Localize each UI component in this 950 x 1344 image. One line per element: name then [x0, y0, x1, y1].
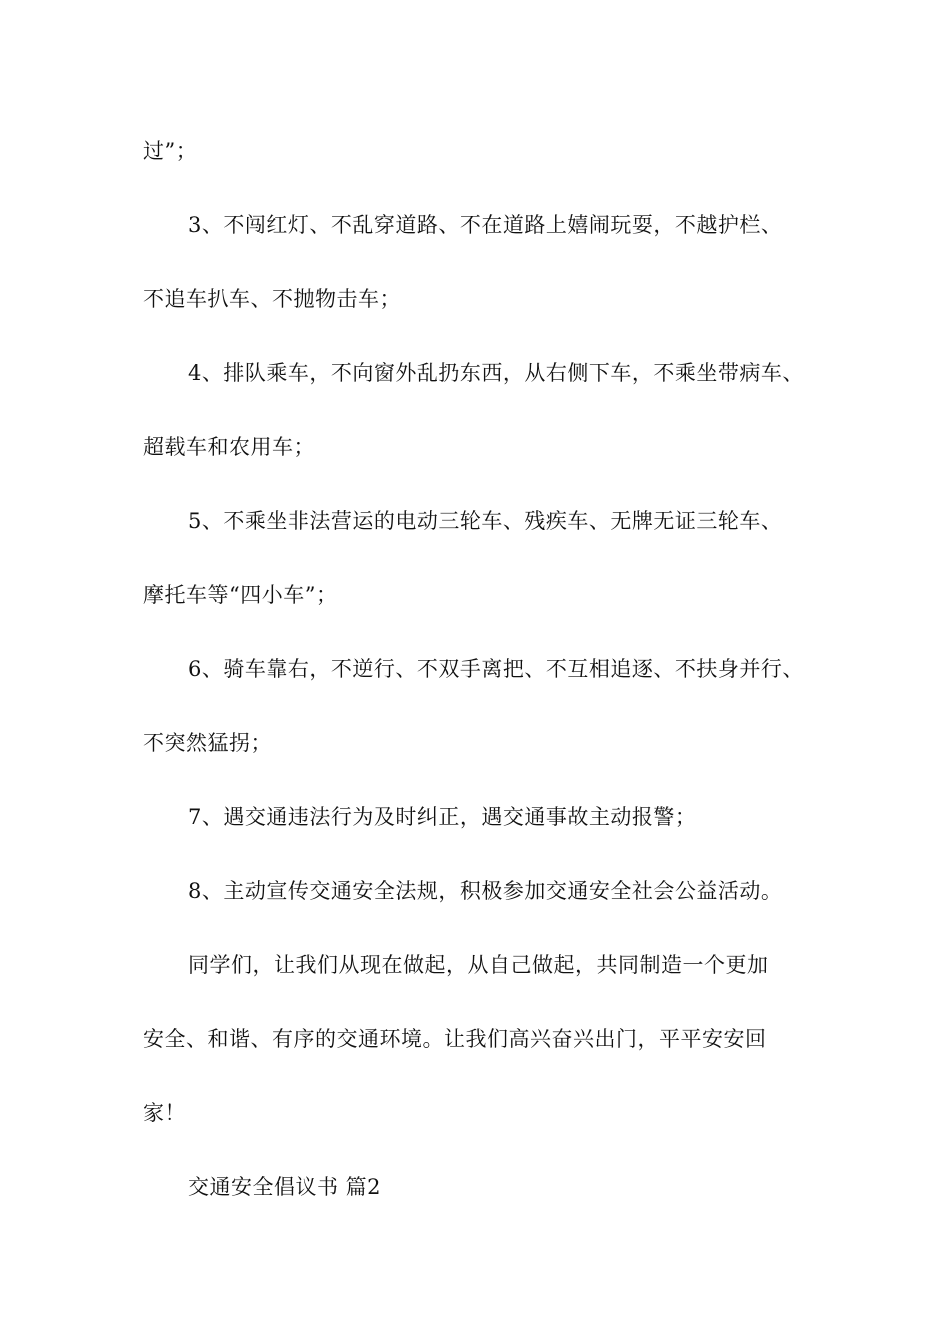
- list-item-5: 5、不乘坐非法营运的电动三轮车、残疾车、无牌无证三轮车、: [188, 509, 783, 533]
- list-item-7: 7、遇交通违法行为及时纠正，遇交通事故主动报警；: [188, 805, 697, 829]
- list-item-8: 8、主动宣传交通安全法规，积极参加交通安全社会公益活动。: [188, 879, 783, 903]
- text-line: 超载车和农用车；: [143, 435, 315, 459]
- closing-paragraph: 同学们，让我们从现在做起，从自己做起，共同制造一个更加: [188, 953, 769, 977]
- text-line: 不突然猛拐；: [143, 731, 272, 755]
- text-line: 过”；: [143, 139, 198, 163]
- text-line: 摩托车等“四小车”；: [143, 583, 338, 607]
- text-line: 安全、和谐、有序的交通环境。让我们高兴奋兴出门，平平安安回: [143, 1027, 767, 1051]
- list-item-6: 6、骑车靠右，不逆行、不双手离把、不互相追逐、不扶身并行、: [188, 657, 804, 681]
- text-line: 不追车扒车、不抛物击车；: [143, 287, 401, 311]
- list-item-4: 4、排队乘车，不向窗外乱扔东西，从右侧下车，不乘坐带病车、: [188, 361, 804, 385]
- list-item-3: 3、不闯红灯、不乱穿道路、不在道路上嬉闹玩耍，不越护栏、: [188, 213, 783, 237]
- section-heading: 交通安全倡议书 篇2: [188, 1175, 382, 1199]
- text-line: 家！: [143, 1101, 186, 1125]
